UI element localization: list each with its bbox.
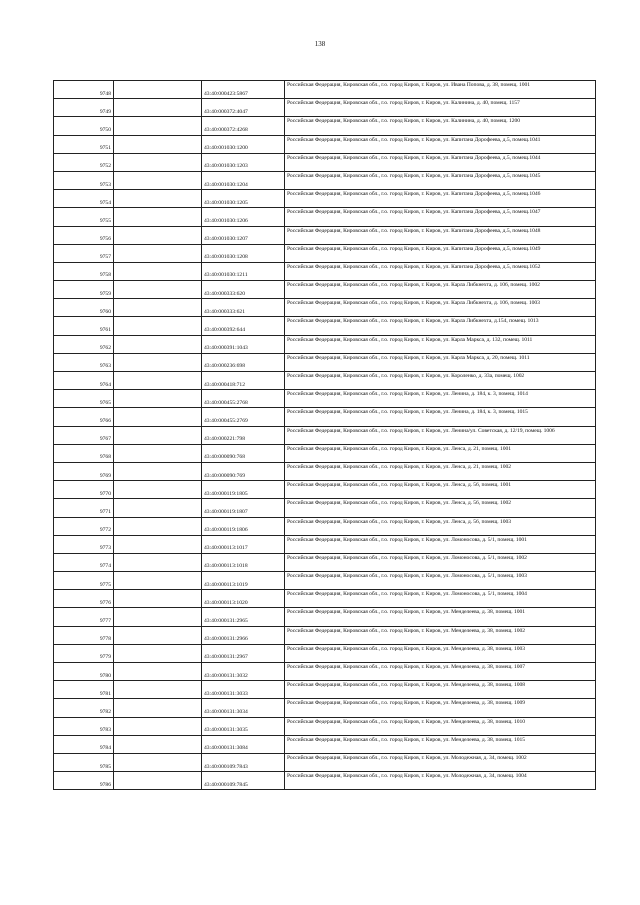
table-row <box>54 426 596 444</box>
address-cell: Российская Федерация, Кировская обл., г.о. город Киров, г. Киров, ул. Менделеева, д. 38, помещ. 1010 <box>285 717 596 735</box>
address-cell: Российская Федерация, Кировская обл., г.о. город Киров, г. Киров, ул. Калинина, д. 40, помещ. 1157 <box>285 99 596 117</box>
table-row <box>54 171 596 189</box>
cadastral-number-cell: 43:40:000113:1018 <box>202 553 285 571</box>
address-cell: Российская Федерация, Кировская обл., г.о. город Киров, г. Киров, ул. Менделеева, д. 38, помещ. 1009 <box>285 699 596 717</box>
row-number-cell: 9779 <box>54 644 114 662</box>
empty-cell <box>114 299 202 317</box>
address-cell: Российская Федерация, Кировская обл., г.о. город Киров, г. Киров, ул. Капитана Дорофеева, д.5, помещ.1049 <box>285 244 596 262</box>
row-number-cell: 9766 <box>54 408 114 426</box>
empty-cell <box>114 262 202 280</box>
cadastral-number-cell: 43:40:000131:3033 <box>202 681 285 699</box>
address-cell: Российская Федерация, Кировская обл., г.о. город Киров, г. Киров, ул. Капитана Дорофеева, д.5, помещ.1048 <box>285 226 596 244</box>
cadastral-number-cell: 43:40:000391:1043 <box>202 335 285 353</box>
address-cell: Российская Федерация, Кировская обл., г.о. город Киров, г. Киров, ул. Ленина, д. 184, к. 3, помещ. 1014 <box>285 390 596 408</box>
table-row <box>54 226 596 244</box>
address-cell: Российская Федерация, Кировская обл., г.о. город Киров, г. Киров, ул. Капитана Дорофеева, д.5, помещ.1041 <box>285 135 596 153</box>
row-number-cell: 9777 <box>54 608 114 626</box>
table-row <box>54 608 596 626</box>
row-number-cell: 9771 <box>54 499 114 517</box>
address-cell: Российская Федерация, Кировская обл., г.о. город Киров, г. Киров, ул. Карла Маркса, д. 132, помещ. 1011 <box>285 335 596 353</box>
table-row <box>54 390 596 408</box>
row-number-cell: 9754 <box>54 190 114 208</box>
row-number-cell: 9750 <box>54 117 114 135</box>
cadastral-number-cell: 43:40:000372:4268 <box>202 117 285 135</box>
cadastral-number-cell: 43:40:001030:1206 <box>202 208 285 226</box>
empty-cell <box>114 444 202 462</box>
table-row <box>54 117 596 135</box>
address-cell: Российская Федерация, Кировская обл., г.о. город Киров, г. Киров, ул. Капитана Дорофеева, д.5, помещ.1046 <box>285 190 596 208</box>
empty-cell <box>114 81 202 99</box>
row-number-cell: 9770 <box>54 481 114 499</box>
table-row <box>54 135 596 153</box>
table-row <box>54 99 596 117</box>
table-row <box>54 408 596 426</box>
row-number-cell: 9757 <box>54 244 114 262</box>
address-cell: Российская Федерация, Кировская обл., г.о. город Киров, г. Киров, ул. Менделеева, д. 38, помещ. 1007 <box>285 663 596 681</box>
empty-cell <box>114 135 202 153</box>
table-row <box>54 517 596 535</box>
address-cell: Российская Федерация, Кировская обл., г.о. город Киров, г. Киров, ул. Ленина/ул. Советская, д. 12/19, помещ. 1006 <box>285 426 596 444</box>
table-row <box>54 735 596 753</box>
address-cell: Российская Федерация, Кировская обл., г.о. город Киров, г. Киров, ул. Ломоносова, д. 5/1, помещ. 1003 <box>285 572 596 590</box>
empty-cell <box>114 171 202 189</box>
table-row <box>54 244 596 262</box>
row-number-cell: 9752 <box>54 153 114 171</box>
cadastral-number-cell: 43:40:001030:1203 <box>202 153 285 171</box>
row-number-cell: 9782 <box>54 699 114 717</box>
address-cell: Российская Федерация, Кировская обл., г.о. город Киров, г. Киров, ул. Калинина, д. 40, помещ. 1200 <box>285 117 596 135</box>
registry-table <box>53 80 596 790</box>
empty-cell <box>114 462 202 480</box>
empty-cell <box>114 735 202 753</box>
empty-cell <box>114 281 202 299</box>
address-cell: Российская Федерация, Кировская обл., г.о. город Киров, г. Киров, ул. Ломоносова, д. 5/1, помещ. 1002 <box>285 553 596 571</box>
address-cell: Российская Федерация, Кировская обл., г.о. город Киров, г. Киров, ул. Капитана Дорофеева, д.5, помещ.1047 <box>285 208 596 226</box>
empty-cell <box>114 408 202 426</box>
table-row <box>54 663 596 681</box>
empty-cell <box>114 353 202 371</box>
row-number-cell: 9772 <box>54 517 114 535</box>
address-cell: Российская Федерация, Кировская обл., г.о. город Киров, г. Киров, ул. Капитана Дорофеева, д.5, помещ.1052 <box>285 262 596 280</box>
cadastral-number-cell: 43:40:000131:3032 <box>202 663 285 681</box>
empty-cell <box>114 208 202 226</box>
empty-cell <box>114 772 202 790</box>
row-number-cell: 9767 <box>54 426 114 444</box>
table-row <box>54 372 596 390</box>
row-number-cell: 9764 <box>54 372 114 390</box>
row-number-cell: 9751 <box>54 135 114 153</box>
table-row <box>54 535 596 553</box>
empty-cell <box>114 499 202 517</box>
row-number-cell: 9762 <box>54 335 114 353</box>
cadastral-number-cell: 43:40:000131:3035 <box>202 717 285 735</box>
address-cell: Российская Федерация, Кировская обл., г.о. город Киров, г. Киров, ул. Короленко, д. 33а, помещ. 1002 <box>285 372 596 390</box>
table-row <box>54 299 596 317</box>
empty-cell <box>114 626 202 644</box>
address-cell: Российская Федерация, Кировская обл., г.о. город Киров, г. Киров, ул. Капитана Дорофеева, д.5, помещ.1045 <box>285 171 596 189</box>
empty-cell <box>114 117 202 135</box>
row-number-cell: 9785 <box>54 753 114 771</box>
cadastral-number-cell: 43:40:001030:1205 <box>202 190 285 208</box>
cadastral-number-cell: 43:40:001030:1211 <box>202 262 285 280</box>
table-row <box>54 644 596 662</box>
empty-cell <box>114 572 202 590</box>
empty-cell <box>114 590 202 608</box>
table-row <box>54 353 596 371</box>
table-row <box>54 626 596 644</box>
table-row <box>54 262 596 280</box>
table-row <box>54 190 596 208</box>
empty-cell <box>114 317 202 335</box>
empty-cell <box>114 244 202 262</box>
row-number-cell: 9784 <box>54 735 114 753</box>
empty-cell <box>114 153 202 171</box>
cadastral-number-cell: 43:40:000113:1020 <box>202 590 285 608</box>
cadastral-number-cell: 43:40:000455:2768 <box>202 390 285 408</box>
empty-cell <box>114 753 202 771</box>
row-number-cell: 9780 <box>54 663 114 681</box>
address-cell: Российская Федерация, Кировская обл., г.о. город Киров, г. Киров, ул. Ломоносова, д. 5/1, помещ. 1004 <box>285 590 596 608</box>
cadastral-number-cell: 43:40:000131:3034 <box>202 699 285 717</box>
row-number-cell: 9756 <box>54 226 114 244</box>
table-row <box>54 335 596 353</box>
address-cell: Российская Федерация, Кировская обл., г.о. город Киров, г. Киров, ул. Менделеева, д. 38, помещ. 1015 <box>285 735 596 753</box>
address-cell: Российская Федерация, Кировская обл., г.о. город Киров, г. Киров, ул. Ленина, д. 184, к. 3, помещ. 1015 <box>285 408 596 426</box>
empty-cell <box>114 226 202 244</box>
row-number-cell: 9748 <box>54 81 114 99</box>
row-number-cell: 9749 <box>54 99 114 117</box>
row-number-cell: 9786 <box>54 772 114 790</box>
address-cell: Российская Федерация, Кировская обл., г.о. город Киров, г. Киров, ул. Молодежная, д. 34, помещ. 1002 <box>285 753 596 771</box>
empty-cell <box>114 517 202 535</box>
table-row <box>54 462 596 480</box>
table-row <box>54 208 596 226</box>
address-cell: Российская Федерация, Кировская обл., г.о. город Киров, г. Киров, ул. Ленса, д. 21, помещ. 1002 <box>285 462 596 480</box>
cadastral-number-cell: 43:40:000423:5867 <box>202 81 285 99</box>
empty-cell <box>114 553 202 571</box>
row-number-cell: 9773 <box>54 535 114 553</box>
cadastral-number-cell: 43:40:000109:7843 <box>202 753 285 771</box>
row-number-cell: 9775 <box>54 572 114 590</box>
cadastral-number-cell: 43:40:000119:1807 <box>202 499 285 517</box>
empty-cell <box>114 372 202 390</box>
cadastral-number-cell: 43:40:000131:2967 <box>202 644 285 662</box>
empty-cell <box>114 535 202 553</box>
empty-cell <box>114 663 202 681</box>
table-row <box>54 153 596 171</box>
row-number-cell: 9760 <box>54 299 114 317</box>
cadastral-number-cell: 43:40:001030:1207 <box>202 226 285 244</box>
empty-cell <box>114 481 202 499</box>
cadastral-number-cell: 43:40:000236:698 <box>202 353 285 371</box>
address-cell: Российская Федерация, Кировская обл., г.о. город Киров, г. Киров, ул. Менделеева, д. 38, помещ. 1008 <box>285 681 596 699</box>
cadastral-number-cell: 43:40:000333:620 <box>202 281 285 299</box>
cadastral-number-cell: 43:40:000119:1805 <box>202 481 285 499</box>
address-cell: Российская Федерация, Кировская обл., г.о. город Киров, г. Киров, ул. Ленса, д. 56, помещ. 1002 <box>285 499 596 517</box>
cadastral-number-cell: 43:40:000109:7845 <box>202 772 285 790</box>
empty-cell <box>114 390 202 408</box>
cadastral-number-cell: 43:40:000372:4047 <box>202 99 285 117</box>
row-number-cell: 9783 <box>54 717 114 735</box>
cadastral-number-cell: 43:40:000090:769 <box>202 462 285 480</box>
table-row <box>54 681 596 699</box>
row-number-cell: 9761 <box>54 317 114 335</box>
registry-table-body <box>54 81 596 790</box>
address-cell: Российская Федерация, Кировская обл., г.о. город Киров, г. Киров, ул. Капитана Дорофеева, д.5, помещ.1044 <box>285 153 596 171</box>
cadastral-number-cell: 43:40:000131:2965 <box>202 608 285 626</box>
cadastral-number-cell: 43:40:000392:644 <box>202 317 285 335</box>
cadastral-number-cell: 43:40:000333:621 <box>202 299 285 317</box>
address-cell: Российская Федерация, Кировская обл., г.о. город Киров, г. Киров, ул. Менделеева, д. 38, помещ. 1002 <box>285 626 596 644</box>
row-number-cell: 9769 <box>54 462 114 480</box>
table-row <box>54 753 596 771</box>
cadastral-number-cell: 43:40:000131:2966 <box>202 626 285 644</box>
empty-cell <box>114 681 202 699</box>
address-cell: Российская Федерация, Кировская обл., г.о. город Киров, г. Киров, ул. Ленса, д. 21, помещ. 1001 <box>285 444 596 462</box>
row-number-cell: 9768 <box>54 444 114 462</box>
address-cell: Российская Федерация, Кировская обл., г.о. город Киров, г. Киров, ул. Карла Маркса, д. 20, помещ. 1011 <box>285 353 596 371</box>
address-cell: Российская Федерация, Кировская обл., г.о. город Киров, г. Киров, ул. Карла Либкнехта, д. 106, помещ. 1003 <box>285 299 596 317</box>
row-number-cell: 9778 <box>54 626 114 644</box>
row-number-cell: 9781 <box>54 681 114 699</box>
empty-cell <box>114 608 202 626</box>
cadastral-number-cell: 43:40:000418:712 <box>202 372 285 390</box>
cadastral-number-cell: 43:40:000455:2769 <box>202 408 285 426</box>
address-cell: Российская Федерация, Кировская обл., г.о. город Киров, г. Киров, ул. Карла Либкнехта, д.154, помещ. 1013 <box>285 317 596 335</box>
empty-cell <box>114 190 202 208</box>
table-row <box>54 281 596 299</box>
row-number-cell: 9759 <box>54 281 114 299</box>
cadastral-number-cell: 43:40:000090:768 <box>202 444 285 462</box>
address-cell: Российская Федерация, Кировская обл., г.о. город Киров, г. Киров, ул. Ломоносова, д. 5/1, помещ. 1001 <box>285 535 596 553</box>
empty-cell <box>114 699 202 717</box>
table-row <box>54 481 596 499</box>
table-row <box>54 572 596 590</box>
cadastral-number-cell: 43:40:001030:1208 <box>202 244 285 262</box>
cadastral-number-cell: 43:40:001030:1200 <box>202 135 285 153</box>
cadastral-number-cell: 43:40:000119:1806 <box>202 517 285 535</box>
empty-cell <box>114 99 202 117</box>
row-number-cell: 9763 <box>54 353 114 371</box>
page-number: 138 <box>314 40 326 48</box>
table-row <box>54 444 596 462</box>
cadastral-number-cell: 43:40:000113:1019 <box>202 572 285 590</box>
table-row <box>54 553 596 571</box>
table-row <box>54 499 596 517</box>
table-row <box>54 717 596 735</box>
row-number-cell: 9758 <box>54 262 114 280</box>
empty-cell <box>114 335 202 353</box>
row-number-cell: 9753 <box>54 171 114 189</box>
table-row <box>54 772 596 790</box>
cadastral-number-cell: 43:40:000221:798 <box>202 426 285 444</box>
cadastral-number-cell: 43:40:000131:3084 <box>202 735 285 753</box>
table-row <box>54 317 596 335</box>
row-number-cell: 9774 <box>54 553 114 571</box>
address-cell: Российская Федерация, Кировская обл., г.о. город Киров, г. Киров, ул. Менделеева, д. 38, помещ. 1001 <box>285 608 596 626</box>
row-number-cell: 9776 <box>54 590 114 608</box>
address-cell: Российская Федерация, Кировская обл., г.о. город Киров, г. Киров, ул. Ленса, д. 56, помещ. 1003 <box>285 517 596 535</box>
row-number-cell: 9755 <box>54 208 114 226</box>
table-row <box>54 81 596 99</box>
empty-cell <box>114 644 202 662</box>
table-row <box>54 590 596 608</box>
empty-cell <box>114 426 202 444</box>
address-cell: Российская Федерация, Кировская обл., г.о. город Киров, г. Киров, ул. Карла Либкнехта, д. 106, помещ. 1002 <box>285 281 596 299</box>
address-cell: Российская Федерация, Кировская обл., г.о. город Киров, г. Киров, ул. Ленса, д. 56, помещ. 1001 <box>285 481 596 499</box>
address-cell: Российская Федерация, Кировская обл., г.о. город Киров, г. Киров, ул. Ивана Попова, д. 38, помещ. 1001 <box>285 81 596 99</box>
cadastral-number-cell: 43:40:001030:1204 <box>202 171 285 189</box>
address-cell: Российская Федерация, Кировская обл., г.о. город Киров, г. Киров, ул. Менделеева, д. 38, помещ. 1003 <box>285 644 596 662</box>
empty-cell <box>114 717 202 735</box>
table-row <box>54 699 596 717</box>
row-number-cell: 9765 <box>54 390 114 408</box>
cadastral-number-cell: 43:40:000113:1017 <box>202 535 285 553</box>
address-cell: Российская Федерация, Кировская обл., г.о. город Киров, г. Киров, ул. Молодежная, д. 34, помещ. 1004 <box>285 772 596 790</box>
